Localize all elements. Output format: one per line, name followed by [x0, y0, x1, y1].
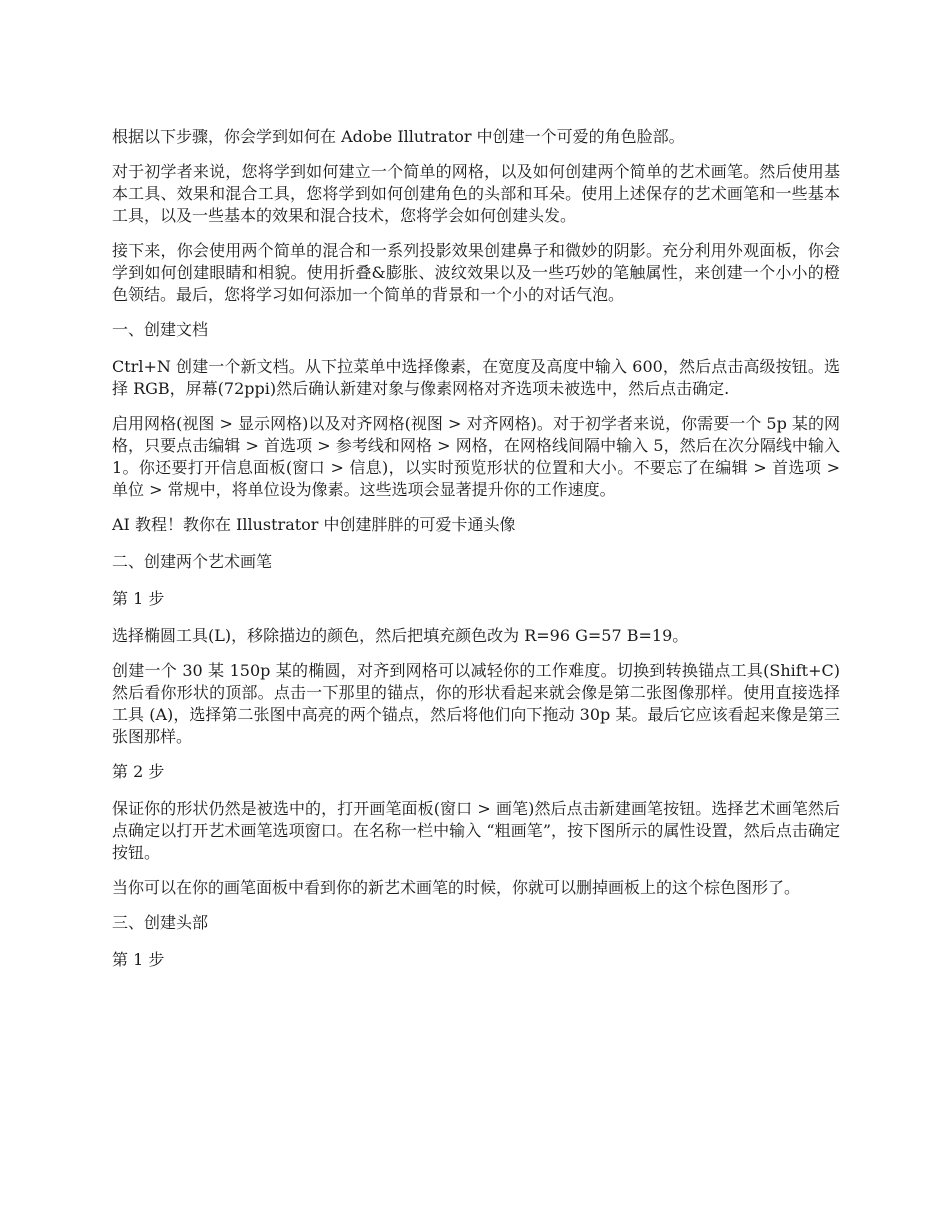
step-heading-2: 第 2 步 — [112, 762, 165, 781]
overview-paragraph-2: 接下来，你会使用两个简单的混合和一系列投影效果创建鼻子和微妙的阴影。充分利用外观面板，你会学到如何创建眼睛和相貌。使用折叠&膨胀、波纹效果以及一些巧妙的笔触属性，来创建一个小小的橙色领结。最后，您将学习如何添加一个简单的背景和一个小的对话气泡。 — [112, 241, 840, 304]
section-heading-create-document: 一、创建文档 — [112, 320, 209, 339]
grid-settings-paragraph: 启用网格(视图 > 显示网格)以及对齐网格(视图 > 对齐网格)。对于初学者来说，你需要一个 5p 某的网格，只要点击编辑 > 首选项 > 参考线和网格 > 网格，在网格线间隔中输入 5，然后在次分隔线中输入 1。你还要打开信息面板(窗口 > 信息)，以实时预览形状的位置和大小。不要忘了在编辑 > 首选项 > 单位 > 常规中，将单位设为像素。这些选项会显著提升你的工作速度。 — [112, 414, 840, 499]
ellipse-tool-paragraph: 选择椭圆工具(L)，移除描边的颜色，然后把填充颜色改为 R=96 G=57 B=19。 — [112, 626, 689, 645]
intro-paragraph: 根据以下步骤，你会学到如何在 Adobe Illutrator 中创建一个可爱的角色脸部。 — [112, 127, 685, 146]
section-heading-create-head: 三、创建头部 — [112, 913, 209, 932]
delete-shape-paragraph: 当你可以在你的画笔面板中看到你的新艺术画笔的时候，你就可以删掉画板上的这个棕色图形了。 — [112, 878, 801, 897]
new-document-paragraph: Ctrl+N 创建一个新文档。从下拉菜单中选择像素，在宽度及高度中输入 600，然后点击高级按钮。选择 RGB，屏幕(72ppi)然后确认新建对象与像素网格对齐选项未被选中，然后点击确定. — [112, 357, 840, 398]
section-heading-art-brushes: 二、创建两个艺术画笔 — [112, 552, 273, 571]
create-ellipse-paragraph: 创建一个 30 某 150p 某的椭圆，对齐到网格可以减轻你的工作难度。切换到转换锚点工具(Shift+C)然后看你形状的顶部。点击一下那里的锚点，你的形状看起来就会像是第二张图像那样。使用直接选择工具 (A)，选择第二张图中高亮的两个锚点，然后将他们向下拖动 30p 某。最后它应该看起来像是第三张图那样。 — [112, 661, 840, 746]
step-heading-head-1: 第 1 步 — [112, 950, 165, 969]
step-heading-1: 第 1 步 — [112, 589, 165, 608]
tutorial-title-line: AI 教程！教你在 Illustrator 中创建胖胖的可爱卡通头像 — [112, 515, 516, 534]
document-body — [112, 126, 840, 986]
brush-panel-paragraph: 保证你的形状仍然是被选中的，打开画笔面板(窗口 > 画笔)然后点击新建画笔按钮。选择艺术画笔然后点确定以打开艺术画笔选项窗口。在名称一栏中输入 “粗画笔”，按下图所示的属性设置，然后点击确定按钮。 — [112, 799, 840, 862]
overview-paragraph-1: 对于初学者来说，您将学到如何建立一个简单的网格，以及如何创建两个简单的艺术画笔。然后使用基本工具、效果和混合工具，您将学到如何创建角色的头部和耳朵。使用上述保存的艺术画笔和一些基本工具，以及一些基本的效果和混合技术，您将学会如何创建头发。 — [112, 162, 840, 225]
